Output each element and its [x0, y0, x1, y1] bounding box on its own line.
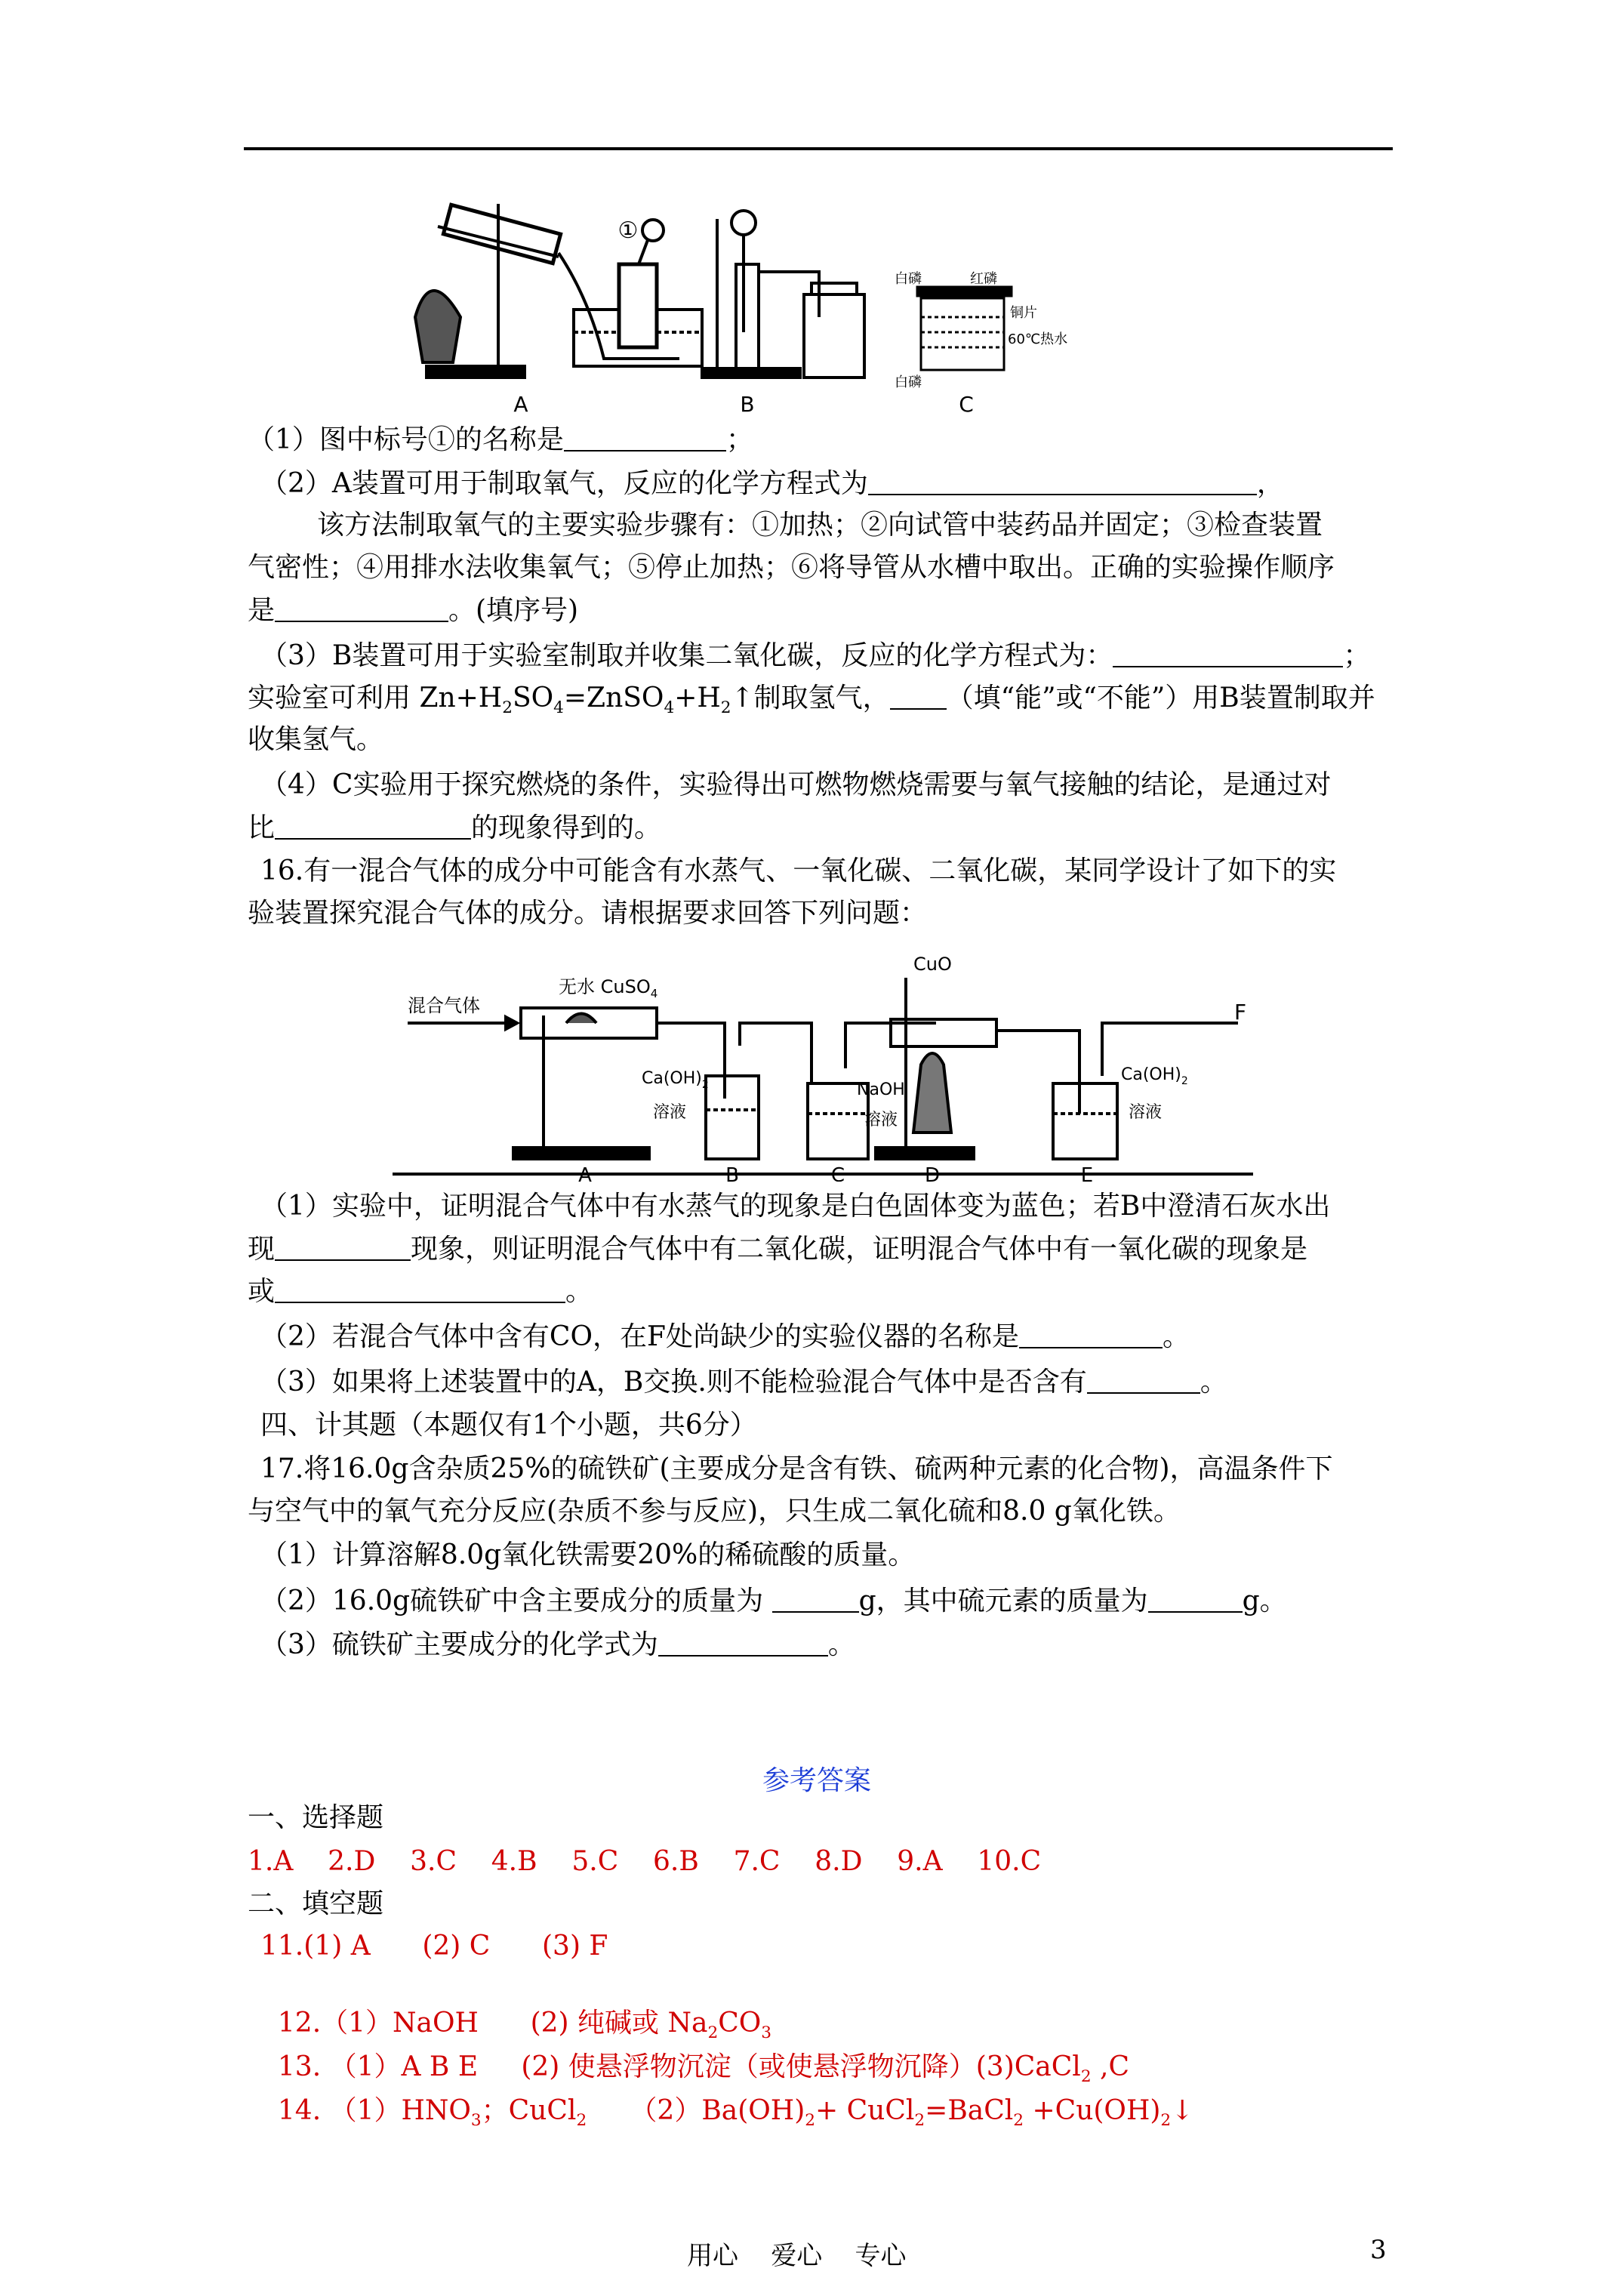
- q15-part2: （2）A装置可用于制取氧气，反应的化学方程式为 ，: [260, 468, 1284, 499]
- answer-11: 11.(1) A (2) C (3) F: [260, 1931, 608, 1962]
- q15-part1: （1）图中标号①的名称是 ；: [248, 424, 753, 455]
- blank-q17-2b[interactable]: [1148, 1584, 1243, 1613]
- blank-q16-1a[interactable]: [275, 1232, 411, 1261]
- blank-q15-1[interactable]: [564, 423, 726, 451]
- label-naoh: NaOH: [857, 1080, 905, 1099]
- footer-motto: 用心 爱心 专心: [687, 2241, 907, 2271]
- blank-q15-order[interactable]: [275, 593, 448, 622]
- annotation-red-p: 红磷: [970, 271, 997, 287]
- apparatus-a: [415, 204, 702, 378]
- blank-q15-4[interactable]: [275, 811, 471, 840]
- section-4-title: 四、计其题（本题仅有1个小题，共6分）: [260, 1410, 757, 1441]
- q16-part1-line2: 现 现象，则证明混合气体中有二氧化碳，证明混合气体中有一氧化碳的现象是: [248, 1234, 1308, 1265]
- answers-choices: 1.A 2.D 3.C 4.B 5.C 6.B 7.C 8.D 9.A 10.C: [248, 1846, 1042, 1877]
- label-solution-b: 溶液: [653, 1103, 687, 1122]
- answer-12: 12.（1）NaOH (2) 纯碱或 $Na_2CO_3$: [277, 2008, 771, 2043]
- label-d: D: [924, 1164, 941, 1182]
- blank-q16-3[interactable]: [1087, 1365, 1200, 1394]
- label-c: C: [830, 1164, 845, 1182]
- q15-part3-line3: 收集氢气。: [248, 724, 384, 755]
- q15-part2-line4: 是 。(填序号): [248, 595, 579, 626]
- blank-q16-2[interactable]: [1019, 1320, 1163, 1348]
- apparatus-b: [702, 211, 864, 378]
- q17-part2: （2）16.0g硫铁矿中含主要成分的质量为 g，其中硫元素的质量为 g。: [260, 1586, 1287, 1616]
- q17-line2: 与空气中的氧气充分反应(杂质不参与反应)，只生成二氧化硫和8.0 g氧化铁。: [248, 1496, 1181, 1527]
- annotation-white-p-top: 白磷: [895, 271, 922, 287]
- annotation-copper: 铜片: [1010, 305, 1037, 321]
- annotation-hot-water: 60℃热水: [1008, 331, 1068, 347]
- q15-part3-line2: 实验室可利用 $Zn+H_2SO_4=ZnSO_4+H_2↑$制取氢气， （填“能”或“不能”）用B装置制取并: [248, 683, 1375, 718]
- q15-part2-line3: 气密性；④用排水法收集氧气；⑤停止加热；⑥将导管从水槽中取出。正确的实验操作顺序: [248, 552, 1335, 583]
- figure-gas-apparatus: [393, 948, 1253, 1182]
- q16-intro-line1: 16.有一混合气体的成分中可能含有水蒸气、一氧化碳、二氧化碳，某同学设计了如下的实: [260, 855, 1337, 886]
- q16-part1-line3: 或 。: [248, 1276, 593, 1307]
- answers-section-2: 二、填空题: [248, 1888, 384, 1919]
- label-cuso4: 无水 CuSO$_4$: [559, 976, 658, 1000]
- label-solution-e: 溶液: [1129, 1103, 1163, 1122]
- header-rule: [244, 147, 1393, 150]
- q16-part1-line1: （1）实验中，证明混合气体中有水蒸气的现象是白色固体变为蓝色；若B中澄清石灰水出: [260, 1191, 1331, 1222]
- blank-q17-2a[interactable]: [772, 1584, 859, 1613]
- answers-section-1: 一、选择题: [248, 1802, 384, 1833]
- answer-14: 14. $(1)HNO_3$；CuCl$_2$ $(2)Ba(OH)_2+$ CuCl$_2$=BaCl$_2$ $+Cu(OH)_2↓$: [277, 2095, 1194, 2131]
- label-b: B: [725, 1164, 739, 1182]
- answers-title: 参考答案: [762, 1765, 872, 1796]
- q16-part2: （2）若混合气体中含有CO，在F处尚缺少的实验仪器的名称是 。: [260, 1321, 1190, 1352]
- blank-q15-h2[interactable]: [890, 681, 947, 710]
- label-caoh-e: $Ca(OH)_2$: [1121, 1065, 1188, 1087]
- q17-line1: 17.将16.0g含杂质25%的硫铁矿(主要成分是含有铁、硫两种元素的化合物)，高温条件下: [260, 1453, 1333, 1484]
- label-caoh-b: $Ca(OH)_2$: [642, 1069, 709, 1091]
- label-e: E: [1080, 1164, 1094, 1182]
- label-a: A: [578, 1164, 592, 1182]
- apparatus-c: [917, 287, 1012, 370]
- q15-part4: （4）C实验用于探究燃烧的条件，实验得出可燃物燃烧需要与氧气接触的结论，是通过对: [260, 769, 1332, 800]
- q17-part3: （3）硫铁矿主要成分的化学式为 。: [260, 1629, 855, 1660]
- label-b: B: [740, 392, 755, 415]
- q15-part4-line2: 比 的现象得到的。: [248, 812, 662, 843]
- figure-apparatus-abc: [393, 196, 1072, 415]
- q17-part1: （1）计算溶解8.0g氧化铁需要20%的稀硫酸的质量。: [260, 1539, 916, 1570]
- marker-circled-1: ①: [617, 217, 639, 244]
- page-number: 3: [1370, 2235, 1387, 2265]
- q16-intro-line2: 验装置探究混合气体的成分。请根据要求回答下列问题：: [248, 898, 928, 929]
- label-solution-c: 溶液: [864, 1111, 898, 1130]
- answer-13: 13. （1）A B E (2) 使悬浮物沉淀（或使悬浮物沉降）(3)CaCl$_2$ ,C: [277, 2051, 1130, 2087]
- annotation-white-p-bottom: 白磷: [895, 374, 922, 390]
- label-a: A: [513, 392, 528, 415]
- q15-part2-line2: 该方法制取氧气的主要实验步骤有：①加热；②向试管中装药品并固定；③检查装置: [317, 510, 1323, 541]
- label-f: F: [1234, 1000, 1247, 1025]
- blank-q15-3[interactable]: [1113, 639, 1343, 667]
- label-mixed-gas: 混合气体: [408, 995, 480, 1016]
- blank-q16-1b[interactable]: [275, 1274, 565, 1303]
- label-cuo: CuO: [913, 954, 952, 975]
- label-c: C: [959, 392, 974, 415]
- blank-q17-3[interactable]: [658, 1628, 828, 1657]
- q15-part3: （3）B装置可用于实验室制取并收集二氧化碳，反应的化学方程式为： ；: [260, 640, 1371, 671]
- q16-part3: （3）如果将上述装置中的A，B交换.则不能检验混合气体中是否含有 。: [260, 1367, 1227, 1398]
- blank-q15-2[interactable]: [868, 467, 1257, 495]
